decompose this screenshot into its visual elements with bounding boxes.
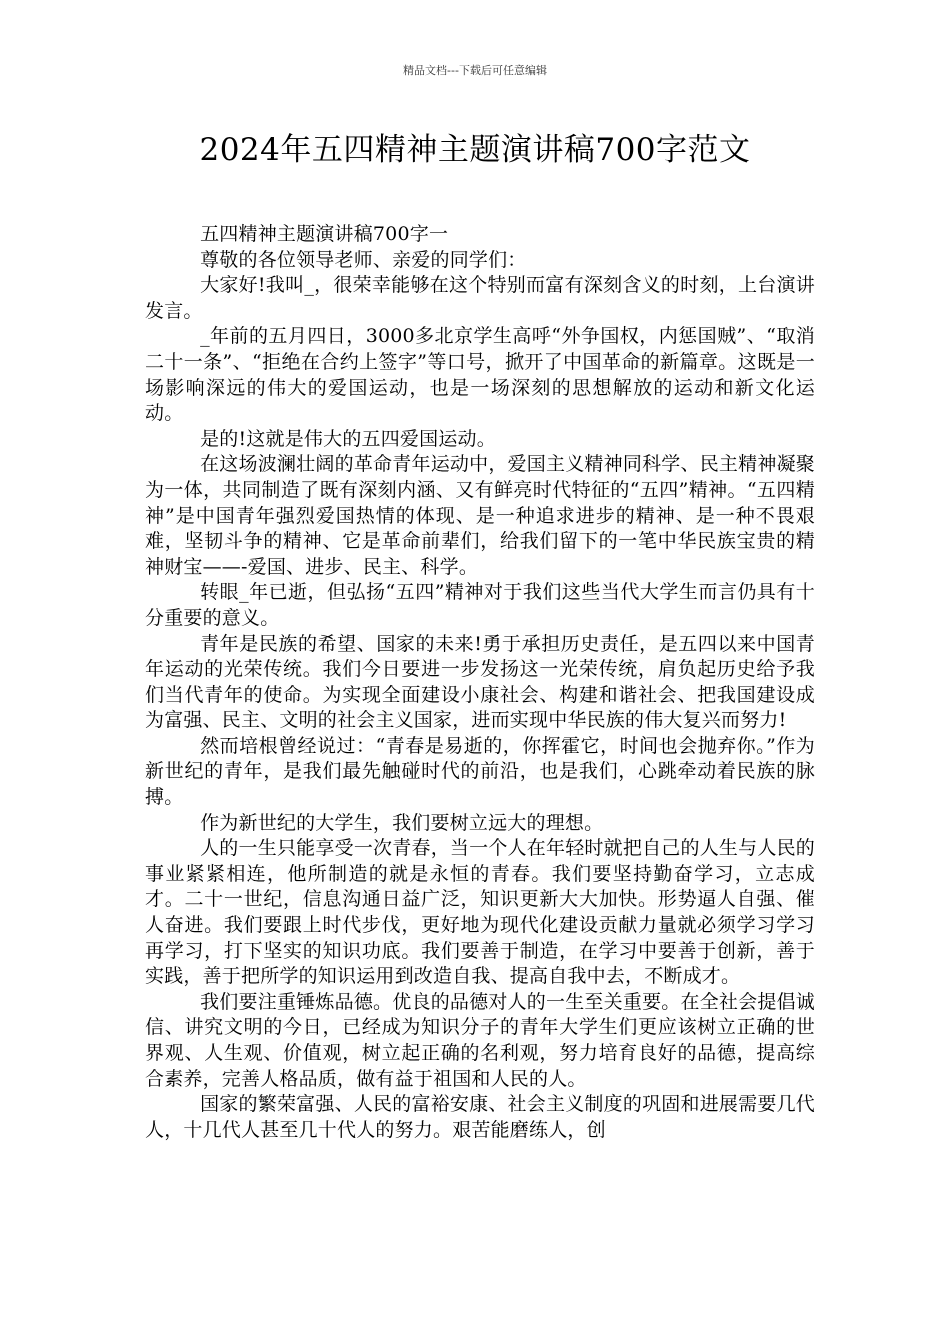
paragraph: 我们要注重锤炼品德。优良的品德对人的一生至关重要。在全社会提倡诚信、讲究文明的今日，已经成为知识分子的青年大学生们更应该树立正确的世界观、人生观、价值观，树立起正确的名利观，努力培育良好的品德，提高综合素养，完善人格品质，做有益于祖国和人民的人。	[145, 990, 815, 1090]
paragraph: 然而培根曾经说过：“青春是易逝的，你挥霍它，时间也会抛弃你。”作为新世纪的青年，是我们最先触碰时代的前沿，也是我们，心跳牵动着民族的脉搏。	[145, 734, 815, 809]
paragraph: 在这场波澜壮阔的革命青年运动中，爱国主义精神同科学、民主精神凝聚为一体，共同制造了既有深刻内涵、又有鲜亮时代特征的“五四”精神。“五四精神”是中国青年强烈爱国热情的体现、是一种追求进步的精神、是一种不畏艰难，坚韧斗争的精神、它是革命前辈们，给我们留下的一笔中华民族宝贵的精神财宝——-爱国、进步、民主、科学。	[145, 453, 815, 578]
paragraph: 国家的繁荣富强、人民的富裕安康、社会主义制度的巩固和进展需要几代人，十几代人甚至几十代人的努力。艰苦能磨练人，创	[145, 1093, 815, 1141]
paragraph-subtitle: 五四精神主题演讲稿700字一	[200, 223, 449, 245]
paragraph: _年前的五月四日，3000多北京学生高呼“外争国权，内惩国贼”、“取消二十一条”、“拒绝在合约上签字”等口号，掀开了中国革命的新篇章。这既是一场影响深远的伟大的爱国运动，也是一场深刻的思想解放的运动和新文化运动。	[145, 325, 815, 425]
header-note: 精品文档---下载后可任意编辑	[403, 64, 547, 77]
paragraph: 转眼_年已逝，但弘扬“五四”精神对于我们这些当代大学生而言仍具有十分重要的意义。	[145, 581, 815, 629]
paragraph: 是的!这就是伟大的五四爱国运动。	[200, 427, 496, 450]
paragraph: 青年是民族的希望、国家的未来!勇于承担历史责任，是五四以来中国青年运动的光荣传统。我们今日要进一步发扬这一光荣传统，肩负起历史给予我们当代青年的使命。为实现全面建设小康社会、构建和谐社会、把我国建设成为富强、民主、文明的社会主义国家，进而实现中华民族的伟大复兴而努力!	[145, 632, 815, 732]
paragraph-greeting: 尊敬的各位领导老师、亲爱的同学们：	[200, 248, 527, 271]
paragraph: 人的一生只能享受一次青春，当一个人在年轻时就把自己的人生与人民的事业紧紧相连，他所制造的就是永恒的青春。我们要坚持勤奋学习，立志成才。二十一世纪，信息沟通日益广泛，知识更新大大加快。形势逼人自强、催人奋进。我们要跟上时代步伐，更好地为现代化建设贡献力量就必须学习学习再学习，打下坚实的知识功底。我们要善于制造，在学习中要善于创新，善于实践，善于把所学的知识运用到改造自我、提高自我中去，不断成才。	[145, 837, 815, 988]
document-body	[145, 222, 815, 1143]
paragraph: 大家好!我叫_，很荣幸能够在这个特别而富有深刻含义的时刻，上台演讲发言。	[145, 274, 815, 322]
paragraph: 作为新世纪的大学生，我们要树立远大的理想。	[200, 811, 604, 834]
document-title: 2024年五四精神主题演讲稿700字范文	[199, 132, 751, 168]
